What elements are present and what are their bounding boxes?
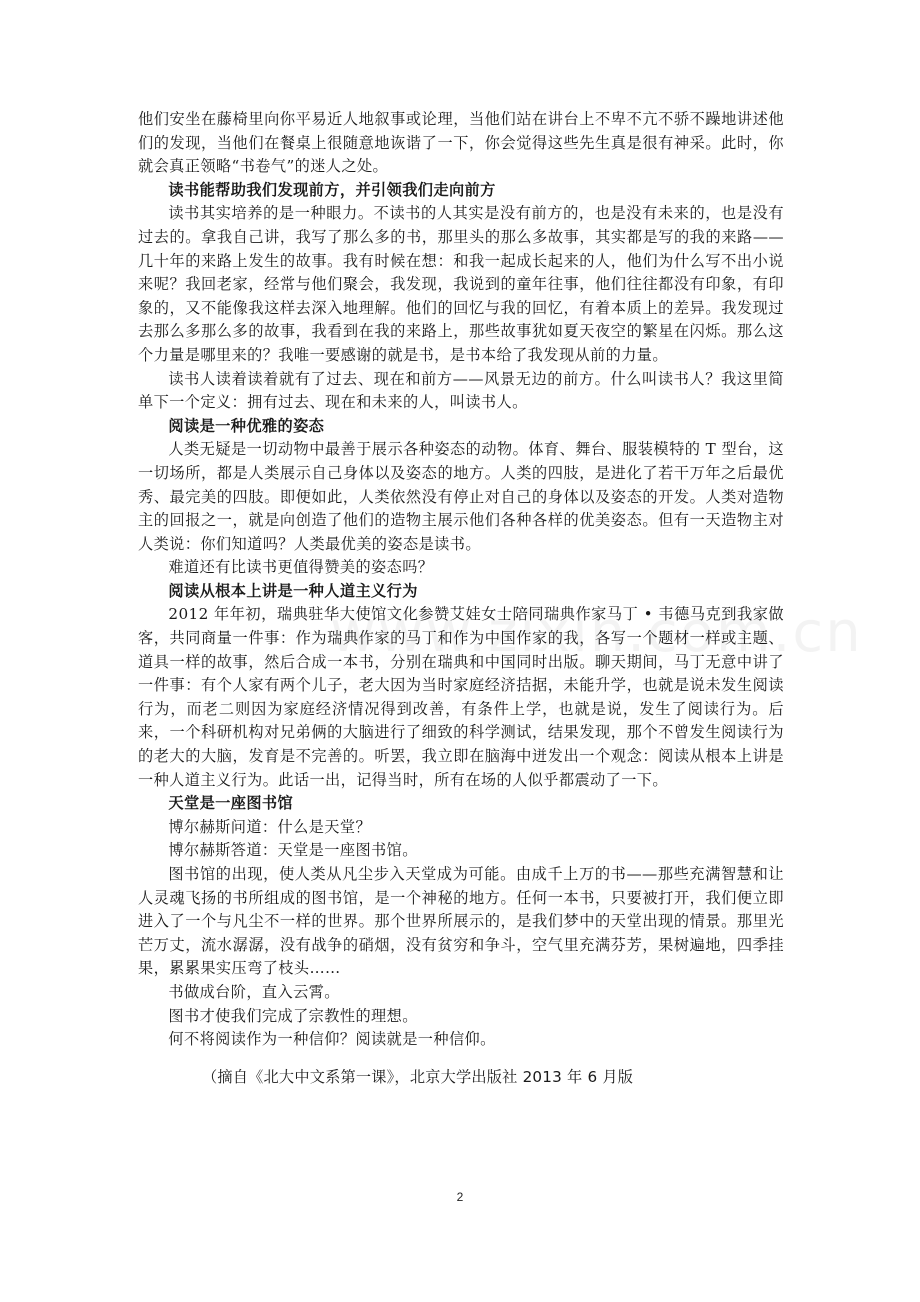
section-heading: 阅读是一种优雅的姿态	[168, 416, 325, 435]
paragraph: 读书其实培养的是一种眼力。不读书的人其实是没有前方的，也是没有未来的，也是没有过去的。拿我自己讲，我写了那么多的书，那里头的那么多故事，其实都是写的我的来路——几十年的来路上发生的故事。我有时候在想：和我一起成长起来的人，他们为什么写不出小说来呢？我回老家，经常与他们聚会，我发现，我说到的童年往事，他们往往都没有印象，有印象的，又不能像我这样去深入地理解。他们的回忆与我的回忆，有着本质上的差异。我发现过去那么多那么多的故事，我看到在我的来路上，那些故事犹如夏天夜空的繁星在闪烁。那么这个力量是哪里来的？我唯一要感谢的就是书，是书本给了我发现从前的力量。	[138, 204, 784, 364]
section-heading: 阅读从根本上讲是一种人道主义行为	[168, 581, 418, 600]
section-heading: 天堂是一座图书馆	[168, 794, 294, 813]
section-heading: 读书能帮助我们发现前方，并引领我们走向前方	[168, 180, 496, 199]
paragraph: 何不将阅读作为一种信仰？阅读就是一种信仰。	[168, 1030, 496, 1049]
paragraph: 图书才使我们完成了宗教性的理想。	[168, 1006, 418, 1025]
paragraph: 书做成台阶，直入云霄。	[168, 982, 340, 1001]
paragraph: 图书馆的出现，使人类从凡尘步入天堂成为可能。由成千上万的书——那些充满智慧和让人灵魂飞扬的书所组成的图书馆，是一个神秘的地方。任何一本书，只要被打开，我们便立即进入了一个与凡尘不一样的世界。那个世界所展示的，是我们梦中的天堂出现的情景。那里光芒万丈，流水潺潺，没有战争的硝烟，没有贫穷和争斗，空气里充满芬芳，果树遍地，四季挂果，累累果实压弯了枝头……	[138, 865, 784, 978]
paragraph: 2012 年年初，瑞典驻华大使馆文化参赞艾娃女士陪同瑞典作家马丁 • 韦德马克到我家做客，共同商量一件事：作为瑞典作家的马丁和作为中国作家的我，各写一个题材一样或主题、道具一样的故事，然后合成一本书，分别在瑞典和中国同时出版。聊天期间，马丁无意中讲了一件事：有个人家有两个儿子，老大因为当时家庭经济拮据，未能升学，也就是说未发生阅读行为，而老二则因为家庭经济情况得到改善，有条件上学，也就是说，发生了阅读行为。后来，一个科研机构对兄弟俩的大脑进行了细致的科学测试，结果发现，那个不曾发生阅读行为的老大的大脑，发育是不完善的。听罢，我立即在脑海中迸发出一个观念：阅读从根本上讲是一种人道主义行为。此话一出，记得当时，所有在场的人似乎都震动了一下。	[138, 605, 784, 789]
paragraph: 难道还有比读书更值得赞美的姿态吗？	[168, 558, 434, 577]
page-number: 2	[456, 1190, 464, 1204]
paragraph: 读书人读着读着就有了过去、现在和前方——风景无边的前方。什么叫读书人？我这里简单下一个定义：拥有过去、现在和未来的人，叫读书人。	[138, 369, 784, 412]
paragraph: 他们安坐在藤椅里向你平易近人地叙事或论理，当他们站在讲台上不卑不亢不骄不躁地讲述他们的发现，当他们在餐桌上很随意地诙谐了一下，你会觉得这些先生真是很有神采。此时，你就会真正领略“书卷气”的迷人之处。	[138, 110, 784, 176]
document-body	[138, 108, 784, 1089]
paragraph: 人类无疑是一切动物中最善于展示各种姿态的动物。体育、舞台、服装模特的 T 型台，这一切场所，都是人类展示自己身体以及姿态的地方。人类的四肢，是进化了若干万年之后最优秀、最完美的四肢。即便如此，人类依然没有停止对自己的身体以及姿态的开发。人类对造物主的回报之一，就是向创造了他们的造物主展示他们各种各样的优美姿态。但有一天造物主对人类说：你们知道吗？人类最优美的姿态是读书。	[138, 440, 784, 553]
paragraph: 博尔赫斯问道：什么是天堂？	[168, 817, 372, 836]
source-citation: （摘自《北大中文系第一课》，北京大学出版社 2013 年 6 月版	[202, 1067, 634, 1086]
paragraph: 博尔赫斯答道：天堂是一座图书馆。	[168, 841, 418, 860]
